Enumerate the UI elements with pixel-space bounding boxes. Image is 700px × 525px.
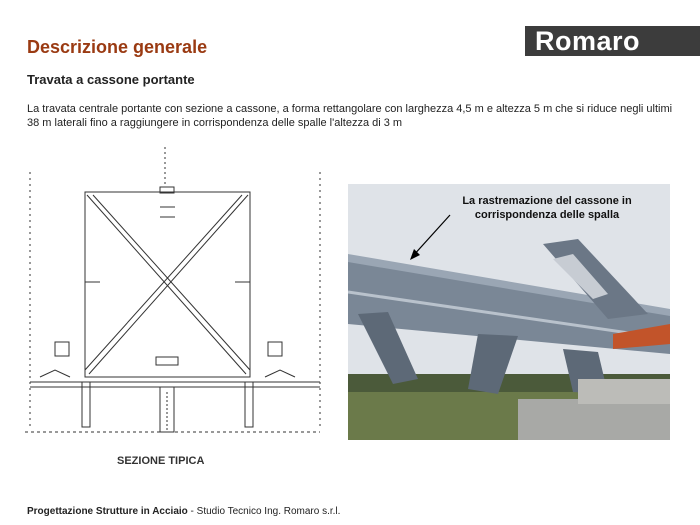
footer-rest: - Studio Tecnico Ing. Romaro s.r.l.: [187, 506, 341, 517]
section-subtitle: Travata a cassone portante: [27, 72, 195, 87]
description-paragraph: La travata centrale portante con sezione a cassone, a forma rettangolare con larghezza 4,5 m e altezza 5 m che si riduce negli ultimi 38 m laterali fino a raggiungere in corrispondenza delle spalle l'altezza di 3 m: [27, 103, 673, 129]
drawing-caption: SEZIONE TIPICA: [117, 455, 205, 467]
callout-arrow-icon: [400, 205, 460, 265]
footer: [27, 506, 340, 517]
photo-callout: La rastremazione del cassone in corrispondenza delle spalla: [462, 195, 632, 221]
romaro-logo: Romaro: [525, 26, 700, 56]
bridge-girder-photo: [348, 184, 670, 440]
cross-section-drawing: [20, 142, 342, 442]
page-title: Descrizione generale: [27, 37, 208, 57]
footer-bold: Progettazione Strutture in Acciaio: [27, 506, 188, 517]
